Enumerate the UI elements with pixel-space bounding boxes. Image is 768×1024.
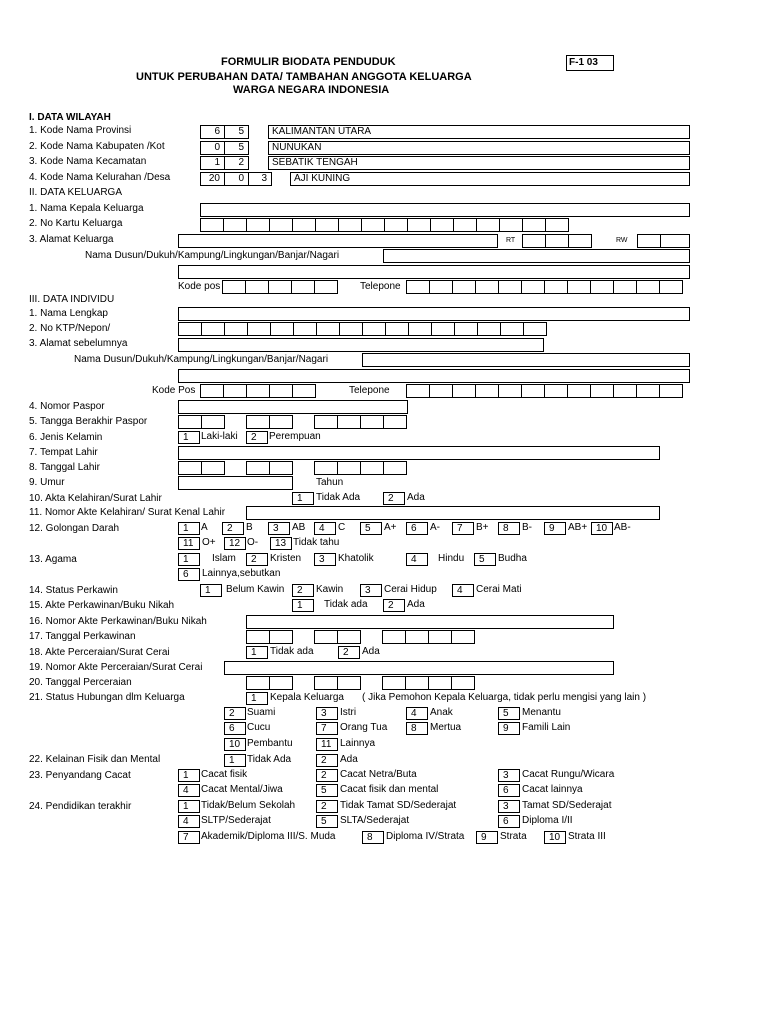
digit-box[interactable] — [636, 280, 660, 294]
option-number-box[interactable]: 2 — [383, 599, 405, 612]
option-number-box[interactable]: 2 — [383, 492, 405, 505]
label-kelainan: 22. Kelainan Fisik dan Mental — [29, 754, 161, 765]
date-box[interactable] — [451, 676, 475, 690]
option-label: Pembantu — [247, 738, 293, 749]
option-label: Tidak/Belum Sekolah — [201, 800, 296, 811]
option-number-box[interactable]: 11 — [178, 537, 200, 550]
digit-box[interactable] — [269, 384, 293, 398]
umur-field[interactable] — [178, 476, 293, 490]
label-kabupaten: 2. Kode Nama Kabupaten /Kot — [29, 141, 165, 152]
rw-box-1[interactable] — [637, 234, 661, 248]
digit-box[interactable] — [429, 280, 453, 294]
digit-box[interactable] — [223, 218, 247, 232]
option-number-box[interactable]: 1 — [178, 522, 200, 535]
digit-box[interactable] — [315, 218, 339, 232]
kepala-keluarga-field[interactable] — [200, 203, 690, 217]
digit-box[interactable] — [291, 280, 315, 294]
option-number-box[interactable]: 1 — [224, 754, 246, 767]
digit-box[interactable] — [545, 218, 569, 232]
label-kodepos-keluarga: Kode pos — [178, 281, 221, 292]
digit-box[interactable] — [659, 280, 683, 294]
rw-box-2[interactable] — [660, 234, 690, 248]
digit-box[interactable] — [292, 218, 316, 232]
digit-box[interactable] — [406, 384, 430, 398]
date-box[interactable] — [360, 461, 384, 475]
option-number-box[interactable]: 3 — [314, 553, 336, 566]
date-box[interactable] — [451, 630, 475, 644]
option-number-box[interactable]: 2 — [292, 584, 314, 597]
date-box[interactable] — [201, 461, 225, 475]
option-label: AB — [292, 522, 306, 533]
option-number-box[interactable]: 1 — [292, 492, 314, 505]
option-label: Cacat fisik — [201, 769, 248, 780]
date-box[interactable] — [337, 676, 361, 690]
label-kecamatan: 3. Kode Nama Kecamatan — [29, 156, 147, 167]
option-label: Cacat Rungu/Wicara — [522, 769, 615, 780]
option-label: A — [201, 522, 208, 533]
alamat-individu-line2[interactable] — [178, 369, 690, 383]
desa-code-1[interactable]: 20 — [200, 172, 225, 186]
date-box[interactable] — [383, 461, 407, 475]
date-box[interactable] — [246, 630, 270, 644]
option-label: Famili Lain — [522, 722, 571, 733]
rt-box-2[interactable] — [545, 234, 569, 248]
option-label: Istri — [340, 707, 357, 718]
option-number-box[interactable]: 3 — [316, 707, 338, 720]
label-alamat-keluarga: 3. Alamat Keluarga — [29, 234, 114, 245]
option-number-box[interactable]: 6 — [178, 568, 200, 581]
prov-code-1[interactable]: 6 — [200, 125, 225, 139]
label-alamat-sebelumnya: 3. Alamat sebelumnya — [29, 338, 128, 349]
nama-lengkap-field[interactable] — [178, 307, 690, 321]
option-label: Kristen — [270, 553, 302, 564]
option-number-box[interactable]: 1 — [200, 584, 222, 597]
option-number-box[interactable]: 5 — [474, 553, 496, 566]
digit-box[interactable] — [385, 322, 409, 336]
digit-box[interactable] — [590, 384, 614, 398]
digit-box[interactable] — [246, 384, 270, 398]
digit-box[interactable] — [224, 322, 248, 336]
form-code-box: F-1 03 — [566, 55, 614, 71]
date-box[interactable] — [246, 461, 270, 475]
label-tgl-kawin: 17. Tanggal Perkawinan — [29, 631, 136, 642]
date-box[interactable] — [269, 415, 293, 429]
label-jenis-kelamin: 6. Jenis Kelamin — [29, 432, 103, 443]
label-tempat-lahir: 7. Tempat Lahir — [29, 447, 98, 458]
date-box[interactable] — [360, 415, 384, 429]
alamat-sebelumnya-field[interactable] — [178, 338, 544, 352]
option-number-box[interactable]: 4 — [406, 707, 428, 720]
option-label: AB- — [614, 522, 631, 533]
digit-box[interactable] — [268, 280, 292, 294]
option-number-box[interactable]: 2 — [316, 769, 338, 782]
option-number-box[interactable]: 5 — [360, 522, 382, 535]
desa-code-3[interactable]: 3 — [248, 172, 272, 186]
digit-box[interactable] — [201, 322, 225, 336]
option-number-box[interactable]: 8 — [498, 522, 520, 535]
digit-box[interactable] — [454, 322, 478, 336]
option-number-box[interactable]: 2 — [246, 431, 268, 444]
digit-box[interactable] — [476, 218, 500, 232]
option-number-box[interactable]: 1 — [178, 800, 200, 813]
date-box[interactable] — [428, 630, 452, 644]
label-no-akta: 11. Nomor Akte Kelahiran/ Surat Kenal Lahir — [29, 507, 226, 518]
date-box[interactable] — [382, 630, 406, 644]
label-golongan-darah: 12. Golongan Darah — [29, 523, 120, 534]
desa-name-field[interactable]: AJI KUNING — [290, 172, 690, 186]
option-number-box[interactable]: 1 — [178, 553, 200, 566]
label-tgl-paspor: 5. Tangga Berakhir Paspor — [29, 416, 148, 427]
option-label: Perempuan — [269, 431, 321, 442]
option-number-box[interactable]: 9 — [498, 722, 520, 735]
digit-box[interactable] — [500, 322, 524, 336]
option-number-box[interactable]: 12 — [224, 537, 246, 550]
option-number-box[interactable]: 7 — [178, 831, 200, 844]
option-number-box[interactable]: 2 — [222, 522, 244, 535]
digit-box[interactable] — [430, 218, 454, 232]
digit-box[interactable] — [475, 280, 499, 294]
label-tahun: Tahun — [316, 477, 344, 488]
digit-box[interactable] — [384, 218, 408, 232]
option-label: Ada — [340, 754, 358, 765]
digit-box[interactable] — [521, 280, 545, 294]
option-label: A- — [430, 522, 440, 533]
digit-box[interactable] — [200, 218, 224, 232]
option-label: Tidak Ada — [247, 754, 292, 765]
digit-box[interactable] — [475, 384, 499, 398]
option-number-box[interactable]: 4 — [178, 815, 200, 828]
digit-box[interactable] — [200, 384, 224, 398]
option-label: Suami — [247, 707, 276, 718]
date-box[interactable] — [337, 461, 361, 475]
digit-box[interactable] — [361, 218, 385, 232]
digit-box[interactable] — [362, 322, 386, 336]
digit-box[interactable] — [269, 218, 293, 232]
alamat-keluarga-line2[interactable] — [178, 265, 690, 279]
label-nama-lengkap: 1. Nama Lengkap — [29, 308, 108, 319]
option-label: Strata III — [568, 831, 606, 842]
option-label: Laki-laki — [201, 431, 238, 442]
no-akte-kawin-field[interactable] — [246, 615, 614, 629]
desa-code-2[interactable]: 0 — [224, 172, 249, 186]
option-label: Cacat Netra/Buta — [340, 769, 417, 780]
label-tgl-cerai: 20. Tanggal Perceraian — [29, 677, 132, 688]
digit-box[interactable] — [521, 384, 545, 398]
date-box[interactable] — [269, 676, 293, 690]
option-label: Kawin — [316, 584, 344, 595]
label-rw: RW — [616, 237, 628, 244]
date-box[interactable] — [405, 630, 429, 644]
option-number-box[interactable]: 13 — [270, 537, 292, 550]
digit-box[interactable] — [544, 280, 568, 294]
option-number-box[interactable]: 2 — [246, 553, 268, 566]
kec-code-1[interactable]: 1 — [200, 156, 225, 170]
option-number-box[interactable]: 5 — [498, 707, 520, 720]
label-no-akte-kawin: 16. Nomor Akte Perkawinan/Buku Nikah — [29, 616, 207, 627]
date-box[interactable] — [178, 415, 202, 429]
option-number-box[interactable]: 2 — [338, 646, 360, 659]
label-dusun-keluarga: Nama Dusun/Dukuh/Kampung/Lingkungan/Banjar/Nagari — [85, 250, 340, 261]
label-kodepos-individu: Kode Pos — [152, 385, 196, 396]
option-number-box[interactable]: 6 — [406, 522, 428, 535]
form-title: FORMULIR BIODATA PENDUDUK — [221, 56, 396, 68]
digit-box[interactable] — [339, 322, 363, 336]
alamat-keluarga-field[interactable] — [178, 234, 498, 248]
label-akte-kawin: 15. Akte Perkawinan/Buku Nikah — [29, 600, 175, 611]
digit-box[interactable] — [590, 280, 614, 294]
kab-code-1[interactable]: 0 — [200, 141, 225, 155]
digit-box[interactable] — [477, 322, 501, 336]
option-number-box[interactable]: 4 — [314, 522, 336, 535]
option-label: Akademik/Diploma III/S. Muda — [201, 831, 336, 842]
option-label: Cerai Hidup — [384, 584, 437, 595]
date-box[interactable] — [246, 415, 270, 429]
digit-box[interactable] — [498, 280, 522, 294]
digit-box[interactable] — [292, 384, 316, 398]
digit-box[interactable] — [636, 384, 660, 398]
option-label: Budha — [498, 553, 527, 564]
digit-box[interactable] — [452, 384, 476, 398]
label-tanggal-lahir: 8. Tanggal Lahir — [29, 462, 100, 473]
option-label: Menantu — [522, 707, 561, 718]
label-telepon-individu: Telepone — [349, 385, 390, 396]
section-wilayah: I. DATA WILAYAH — [29, 112, 111, 123]
option-label: Ada — [362, 646, 380, 657]
option-label: Orang Tua — [340, 722, 388, 733]
label-rt: RT — [506, 237, 516, 244]
prov-name-field[interactable]: KALIMANTAN UTARA — [268, 125, 690, 139]
digit-box[interactable] — [522, 218, 546, 232]
kab-code-2[interactable]: 5 — [224, 141, 249, 155]
option-number-box[interactable]: 2 — [224, 707, 246, 720]
digit-box[interactable] — [613, 280, 637, 294]
label-umur: 9. Umur — [29, 477, 65, 488]
option-label: Cacat fisik dan mental — [340, 784, 439, 795]
option-label: Cacat Mental/Jiwa — [201, 784, 283, 795]
option-label: Hindu — [438, 553, 465, 564]
digit-box[interactable] — [408, 322, 432, 336]
option-label: Diploma IV/Strata — [386, 831, 465, 842]
dusun-individu-field[interactable] — [362, 353, 690, 367]
option-label: A+ — [384, 522, 397, 533]
no-akta-field[interactable] — [246, 506, 660, 520]
no-akte-cerai-field[interactable] — [224, 661, 614, 675]
option-label: B- — [522, 522, 532, 533]
dusun-keluarga-field[interactable] — [383, 249, 690, 263]
option-label: Kepala Keluarga — [270, 692, 344, 703]
option-number-box[interactable]: 2 — [316, 754, 338, 767]
option-label: Mertua — [430, 722, 462, 733]
label-pendidikan: 24. Pendidikan terakhir — [29, 801, 132, 812]
digit-box[interactable] — [316, 322, 340, 336]
digit-box[interactable] — [222, 280, 246, 294]
date-box[interactable] — [382, 676, 406, 690]
option-number-box[interactable]: 10 — [544, 831, 566, 844]
option-number-box[interactable]: 3 — [498, 800, 520, 813]
section-individu: III. DATA INDIVIDU — [29, 294, 115, 305]
date-box[interactable] — [314, 630, 338, 644]
date-box[interactable] — [314, 676, 338, 690]
option-number-box[interactable]: 3 — [268, 522, 290, 535]
option-label: B — [246, 522, 253, 533]
option-label: AB+ — [568, 522, 588, 533]
digit-box[interactable] — [270, 322, 294, 336]
option-label: Cucu — [247, 722, 271, 733]
digit-box[interactable] — [247, 322, 271, 336]
kec-name-field[interactable]: SEBATIK TENGAH — [268, 156, 690, 170]
option-number-box[interactable]: 9 — [476, 831, 498, 844]
digit-box[interactable] — [406, 280, 430, 294]
option-number-box[interactable]: 1 — [178, 431, 200, 444]
option-number-box[interactable]: 1 — [292, 599, 314, 612]
option-number-box[interactable]: 10 — [591, 522, 613, 535]
form-subtitle: UNTUK PERUBAHAN DATA/ TAMBAHAN ANGGOTA KELUARGA — [136, 71, 472, 83]
label-telepon-keluarga: Telepone — [360, 281, 401, 292]
digit-box[interactable] — [567, 280, 591, 294]
option-label: C — [338, 522, 346, 533]
option-label: Strata — [500, 831, 527, 842]
option-number-box[interactable]: 10 — [224, 738, 246, 751]
option-label: Khatolik — [338, 553, 374, 564]
option-number-box[interactable]: 5 — [316, 784, 338, 797]
option-number-box[interactable]: 2 — [316, 800, 338, 813]
date-box[interactable] — [383, 415, 407, 429]
option-label: Lainnya — [340, 738, 376, 749]
option-label: Tamat SD/Sederajat — [522, 800, 612, 811]
label-dusun-individu: Nama Dusun/Dukuh/Kampung/Lingkungan/Banjar/Nagari — [74, 354, 329, 365]
digit-box[interactable] — [407, 218, 431, 232]
date-box[interactable] — [314, 415, 338, 429]
prov-code-2[interactable]: 5 — [224, 125, 249, 139]
hubungan-note: ( Jika Pemohon Kepala Keluarga, tidak perlu mengisi yang lain ) — [362, 692, 647, 703]
option-label: Belum Kawin — [226, 584, 285, 595]
digit-box[interactable] — [429, 384, 453, 398]
option-number-box[interactable]: 4 — [178, 784, 200, 797]
date-box[interactable] — [314, 461, 338, 475]
label-akta-kelahiran: 10. Akta Kelahiran/Surat Lahir — [29, 493, 162, 504]
option-label: Ada — [407, 599, 425, 610]
option-number-box[interactable]: 7 — [316, 722, 338, 735]
option-label: Lainnya,sebutkan — [202, 568, 281, 579]
rt-box-1[interactable] — [522, 234, 546, 248]
option-label: Tidak Ada — [316, 492, 361, 503]
option-number-box[interactable]: 11 — [316, 738, 338, 751]
option-label: Cacat lainnya — [522, 784, 583, 795]
digit-box[interactable] — [567, 384, 591, 398]
option-label: O+ — [202, 537, 216, 548]
option-number-box[interactable]: 6 — [498, 815, 520, 828]
option-label: Anak — [430, 707, 453, 718]
option-number-box[interactable]: 6 — [224, 722, 246, 735]
digit-box[interactable] — [178, 322, 202, 336]
label-status-kawin: 14. Status Perkawin — [29, 585, 118, 596]
digit-box[interactable] — [338, 218, 362, 232]
date-box[interactable] — [246, 676, 270, 690]
form-subtitle-2: WARGA NEGARA INDONESIA — [233, 84, 390, 96]
option-number-box[interactable]: 1 — [178, 769, 200, 782]
digit-box[interactable] — [499, 218, 523, 232]
option-label: Tidak ada — [324, 599, 368, 610]
label-paspor: 4. Nomor Paspor — [29, 401, 105, 412]
label-desa: 4. Kode Nama Kelurahan /Desa — [29, 172, 171, 183]
label-hubungan: 21. Status Hubungan dlm Keluarga — [29, 692, 185, 703]
digit-box[interactable] — [431, 322, 455, 336]
option-label: B+ — [476, 522, 489, 533]
date-box[interactable] — [337, 630, 361, 644]
digit-box[interactable] — [523, 322, 547, 336]
digit-box[interactable] — [453, 218, 477, 232]
digit-box[interactable] — [223, 384, 247, 398]
digit-box[interactable] — [498, 384, 522, 398]
option-number-box[interactable]: 1 — [246, 692, 268, 705]
label-no-akte-cerai: 19. Nomor Akte Perceraian/Surat Cerai — [29, 662, 203, 673]
tempat-lahir-field[interactable] — [178, 446, 660, 460]
option-number-box[interactable]: 8 — [362, 831, 384, 844]
option-label: O- — [247, 537, 259, 548]
kec-code-2[interactable]: 2 — [224, 156, 249, 170]
option-number-box[interactable]: 9 — [544, 522, 566, 535]
option-label: Tidak Tamat SD/Sederajat — [340, 800, 457, 811]
option-number-box[interactable]: 3 — [498, 769, 520, 782]
digit-box[interactable] — [544, 384, 568, 398]
digit-box[interactable] — [452, 280, 476, 294]
section-keluarga: II. DATA KELUARGA — [29, 187, 122, 198]
option-label: Ada — [407, 492, 425, 503]
label-provinsi: 1. Kode Nama Provinsi — [29, 125, 132, 136]
date-box[interactable] — [428, 676, 452, 690]
label-cacat: 23. Penyandang Cacat — [29, 770, 131, 781]
label-ktp: 2. No KTP/Nepon/ — [29, 323, 111, 334]
option-label: Tidak ada — [270, 646, 314, 657]
option-label: Tidak tahu — [293, 537, 340, 548]
digit-box[interactable] — [659, 384, 683, 398]
option-number-box[interactable]: 1 — [246, 646, 268, 659]
label-agama: 13. Agama — [29, 554, 77, 565]
kab-name-field[interactable]: NUNUKAN — [268, 141, 690, 155]
paspor-field[interactable] — [178, 400, 408, 414]
option-number-box[interactable]: 4 — [452, 584, 474, 597]
label-kepala-keluarga: 1. Nama Kepala Keluarga — [29, 203, 144, 214]
option-number-box[interactable]: 8 — [406, 722, 428, 735]
digit-box[interactable] — [314, 280, 338, 294]
label-akte-cerai: 18. Akte Perceraian/Surat Cerai — [29, 647, 170, 658]
digit-box[interactable] — [245, 280, 269, 294]
digit-box[interactable] — [246, 218, 270, 232]
option-label: Diploma I/II — [522, 815, 573, 826]
option-number-box[interactable]: 7 — [452, 522, 474, 535]
option-number-box[interactable]: 6 — [498, 784, 520, 797]
option-label: SLTP/Sederajat — [201, 815, 271, 826]
digit-box[interactable] — [613, 384, 637, 398]
date-box[interactable] — [178, 461, 202, 475]
rt-box-3[interactable] — [568, 234, 592, 248]
option-label: SLTA/Sederajat — [340, 815, 410, 826]
digit-box[interactable] — [293, 322, 317, 336]
date-box[interactable] — [201, 415, 225, 429]
option-number-box[interactable]: 3 — [360, 584, 382, 597]
label-no-kk: 2. No Kartu Keluarga — [29, 218, 123, 229]
option-number-box[interactable]: 5 — [316, 815, 338, 828]
date-box[interactable] — [337, 415, 361, 429]
option-number-box[interactable]: 4 — [406, 553, 428, 566]
option-label: Islam — [212, 553, 236, 564]
date-box[interactable] — [269, 630, 293, 644]
date-box[interactable] — [405, 676, 429, 690]
date-box[interactable] — [269, 461, 293, 475]
option-label: Cerai Mati — [476, 584, 522, 595]
